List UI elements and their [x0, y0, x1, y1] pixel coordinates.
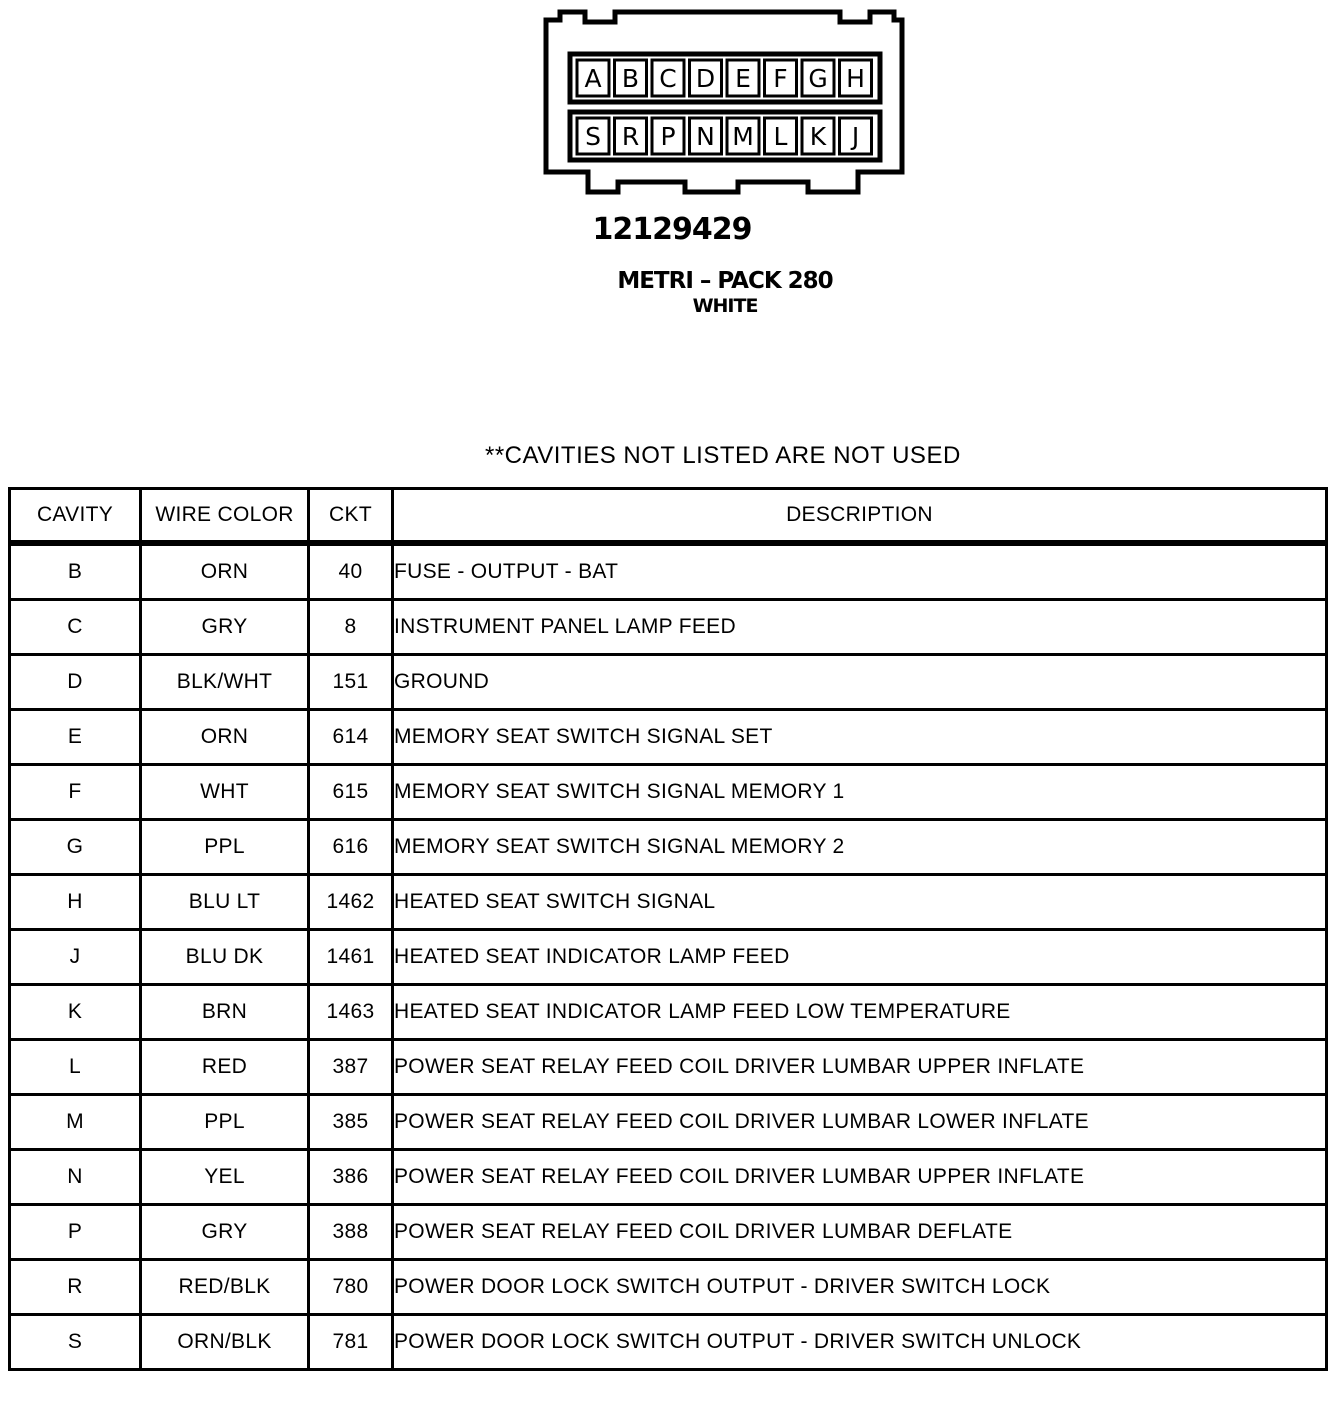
- cavity-cell-value: J: [10, 930, 141, 985]
- table-row: [10, 1315, 1327, 1370]
- cavity-table: [8, 487, 1328, 1371]
- description-cell: HEATED SEAT SWITCH SIGNAL: [393, 875, 1327, 930]
- ckt-cell: 616: [309, 820, 393, 875]
- wire-color-cell: PPL: [141, 820, 309, 875]
- wire-color-cell: PPL: [141, 1095, 309, 1150]
- wire-color-cell: WHT: [141, 765, 309, 820]
- table-row: [10, 600, 1327, 655]
- table-row: [10, 1260, 1327, 1315]
- description-cell: POWER DOOR LOCK SWITCH OUTPUT - DRIVER SWITCH LOCK: [393, 1260, 1327, 1315]
- cavity-label: H: [846, 64, 865, 93]
- table-row: [10, 655, 1327, 710]
- cavity-label: F: [773, 64, 788, 93]
- cavity-cell-value: R: [10, 1260, 141, 1315]
- cavity-label: D: [695, 64, 716, 93]
- table-row: [10, 1150, 1327, 1205]
- ckt-cell: 614: [309, 710, 393, 765]
- wire-color-cell: BLU LT: [141, 875, 309, 930]
- cavity-label: J: [851, 122, 860, 151]
- cavity-label: C: [659, 64, 677, 93]
- ckt-cell: 385: [309, 1095, 393, 1150]
- wire-color-cell: YEL: [141, 1150, 309, 1205]
- table-header-row: [10, 489, 1327, 544]
- wire-color-cell: ORN/BLK: [141, 1315, 309, 1370]
- cavity-label: E: [735, 64, 751, 93]
- ckt-cell: 615: [309, 765, 393, 820]
- table-row: [10, 1095, 1327, 1150]
- connector-face-diagram: [540, 4, 910, 200]
- ckt-cell: 386: [309, 1150, 393, 1205]
- wire-color-cell: BRN: [141, 985, 309, 1040]
- wire-color-cell: RED/BLK: [141, 1260, 309, 1315]
- cavity-cell-value: G: [10, 820, 141, 875]
- table-row: [10, 710, 1327, 765]
- cavity-cell-value: C: [10, 600, 141, 655]
- description-cell: POWER SEAT RELAY FEED COIL DRIVER LUMBAR LOWER INFLATE: [393, 1095, 1327, 1150]
- header-description: DESCRIPTION: [393, 489, 1327, 544]
- wire-color-cell: GRY: [141, 1205, 309, 1260]
- header-ckt: CKT: [309, 489, 393, 544]
- description-cell: HEATED SEAT INDICATOR LAMP FEED: [393, 930, 1327, 985]
- cavity-label: N: [696, 122, 715, 151]
- description-cell: MEMORY SEAT SWITCH SIGNAL SET: [393, 710, 1327, 765]
- cavity-label: L: [773, 122, 788, 151]
- description-cell: POWER SEAT RELAY FEED COIL DRIVER LUMBAR DEFLATE: [393, 1205, 1327, 1260]
- cavity-label: A: [584, 64, 602, 93]
- wire-color-cell: BLU DK: [141, 930, 309, 985]
- ckt-cell: 1461: [309, 930, 393, 985]
- ckt-cell: 387: [309, 1040, 393, 1095]
- cavity-cell-value: L: [10, 1040, 141, 1095]
- cavity-label: G: [808, 64, 828, 93]
- top-row-cavities: [577, 60, 872, 96]
- connector-series: METRI – PACK 280: [617, 268, 833, 294]
- cavity-cell-value: S: [10, 1315, 141, 1370]
- ckt-cell: 781: [309, 1315, 393, 1370]
- description-cell: GROUND: [393, 655, 1327, 710]
- cavity-cell-value: E: [10, 710, 141, 765]
- cavity-label: P: [660, 122, 676, 151]
- wire-color-cell: BLK/WHT: [141, 655, 309, 710]
- table-row: [10, 930, 1327, 985]
- cavity-cell-value: N: [10, 1150, 141, 1205]
- ckt-cell: 1462: [309, 875, 393, 930]
- table-body: [10, 543, 1327, 1370]
- ckt-cell: 388: [309, 1205, 393, 1260]
- header-wire-color: WIRE COLOR: [141, 489, 309, 544]
- cavity-label: K: [809, 122, 827, 151]
- description-cell: POWER SEAT RELAY FEED COIL DRIVER LUMBAR UPPER INFLATE: [393, 1040, 1327, 1095]
- bottom-row-cavities: [577, 118, 872, 154]
- cavity-cell-value: F: [10, 765, 141, 820]
- cavity-cell-value: P: [10, 1205, 141, 1260]
- wire-color-cell: GRY: [141, 600, 309, 655]
- cavity-cell-value: D: [10, 655, 141, 710]
- cavity-cell-value: B: [10, 543, 141, 600]
- connector-color: WHITE: [692, 295, 758, 317]
- cavity-label: B: [621, 64, 640, 93]
- cavity-label: R: [621, 122, 640, 151]
- table-row: [10, 875, 1327, 930]
- table-row: [10, 765, 1327, 820]
- description-cell: POWER DOOR LOCK SWITCH OUTPUT - DRIVER SWITCH UNLOCK: [393, 1315, 1327, 1370]
- ckt-cell: 8: [309, 600, 393, 655]
- description-cell: HEATED SEAT INDICATOR LAMP FEED LOW TEMPERATURE: [393, 985, 1327, 1040]
- cavity-label: M: [732, 122, 754, 151]
- cavity-label: S: [585, 122, 601, 151]
- cavity-cell-value: M: [10, 1095, 141, 1150]
- part-number: 12129429: [592, 212, 752, 247]
- table-row: [10, 820, 1327, 875]
- description-cell: MEMORY SEAT SWITCH SIGNAL MEMORY 1: [393, 765, 1327, 820]
- description-cell: MEMORY SEAT SWITCH SIGNAL MEMORY 2: [393, 820, 1327, 875]
- ckt-cell: 40: [309, 543, 393, 600]
- unused-cavities-note: **CAVITIES NOT LISTED ARE NOT USED: [485, 442, 961, 469]
- wire-color-cell: RED: [141, 1040, 309, 1095]
- wire-color-cell: ORN: [141, 710, 309, 765]
- description-cell: POWER SEAT RELAY FEED COIL DRIVER LUMBAR UPPER INFLATE: [393, 1150, 1327, 1205]
- ckt-cell: 780: [309, 1260, 393, 1315]
- cavity-cell-value: K: [10, 985, 141, 1040]
- table-row: [10, 985, 1327, 1040]
- description-cell: INSTRUMENT PANEL LAMP FEED: [393, 600, 1327, 655]
- table-row: [10, 543, 1327, 600]
- table-row: [10, 1040, 1327, 1095]
- cavity-cell-value: H: [10, 875, 141, 930]
- table-row: [10, 1205, 1327, 1260]
- header-cavity: CAVITY: [10, 489, 141, 544]
- ckt-cell: 1463: [309, 985, 393, 1040]
- description-cell: FUSE - OUTPUT - BAT: [393, 543, 1327, 600]
- wire-color-cell: ORN: [141, 543, 309, 600]
- ckt-cell: 151: [309, 655, 393, 710]
